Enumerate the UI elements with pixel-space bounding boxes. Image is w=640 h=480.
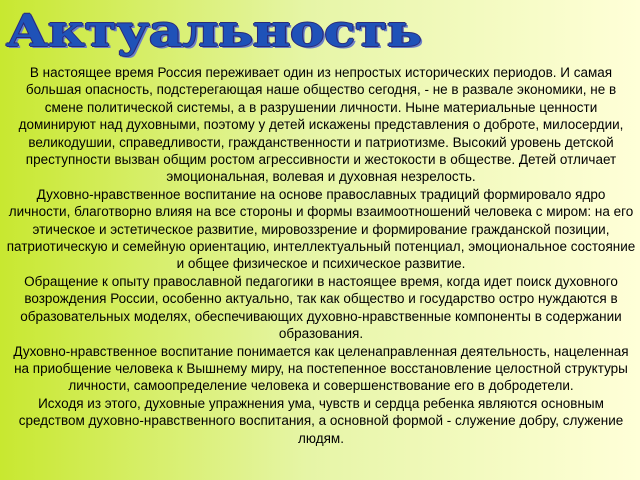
paragraph-orthodox-pedagogy: Обращение к опыту православной педагогики в настоящее время, когда идет поиск духовного возрождения России, особенно актуально, так как общество и государство остро нуждаются в образовательных моделях, обеспечивающих духовно-нравственные компоненты в содержании образования. — [20, 273, 622, 342]
slide-body — [6, 64, 636, 447]
slide-title: Актуальность — [6, 6, 422, 57]
paragraph-orthodox-traditions: Духовно-нравственное воспитание на основе православных традиций формировало ядро личности, благотворно влияя на все стороны и формы взаимоотношений человека с миром: на его этическое и эстетическое развитие, мировоззрение и формирование гражданской позиции, патриотическую и семейную ориентацию, интеллектуальный потенциал, эмоциональное состояние и общее физическое и психическое развитие. — [6, 186, 636, 272]
paragraph-current-situation: В настоящее время Россия переживает один из непростых исторических периодов. И самая большая опасность, подстерегающая наше общество сегодня, - не в развале экономики, не в смене политической системы, а в разрушении личности. Ныне материальные ценности доминируют над духовными, поэтому у детей искажены представления о доброте, милосердии, великодушии, справедливости, гражданственности и патриотизме. Высокий уровень детской преступности вызван общим ростом агрессивности и жестокости в обществе. Детей отличает эмоциональная, волевая и духовная незрелость. — [18, 65, 624, 185]
paragraph-definition: Духовно-нравственное воспитание понимается как целенаправленная деятельность, нацеленная на приобщение человека к Вышнему миру, на постепенное восстановление целостной структуры личности, самоопределение человека и совершенствование его в добродетели. — [13, 343, 629, 394]
paragraph-conclusion: Исходя из этого, духовные упражнения ума, чувств и сердца ребенка являются основным средством духовно-нравственного воспитания, а основной формой - служение добру, служение людям. — [18, 395, 624, 446]
